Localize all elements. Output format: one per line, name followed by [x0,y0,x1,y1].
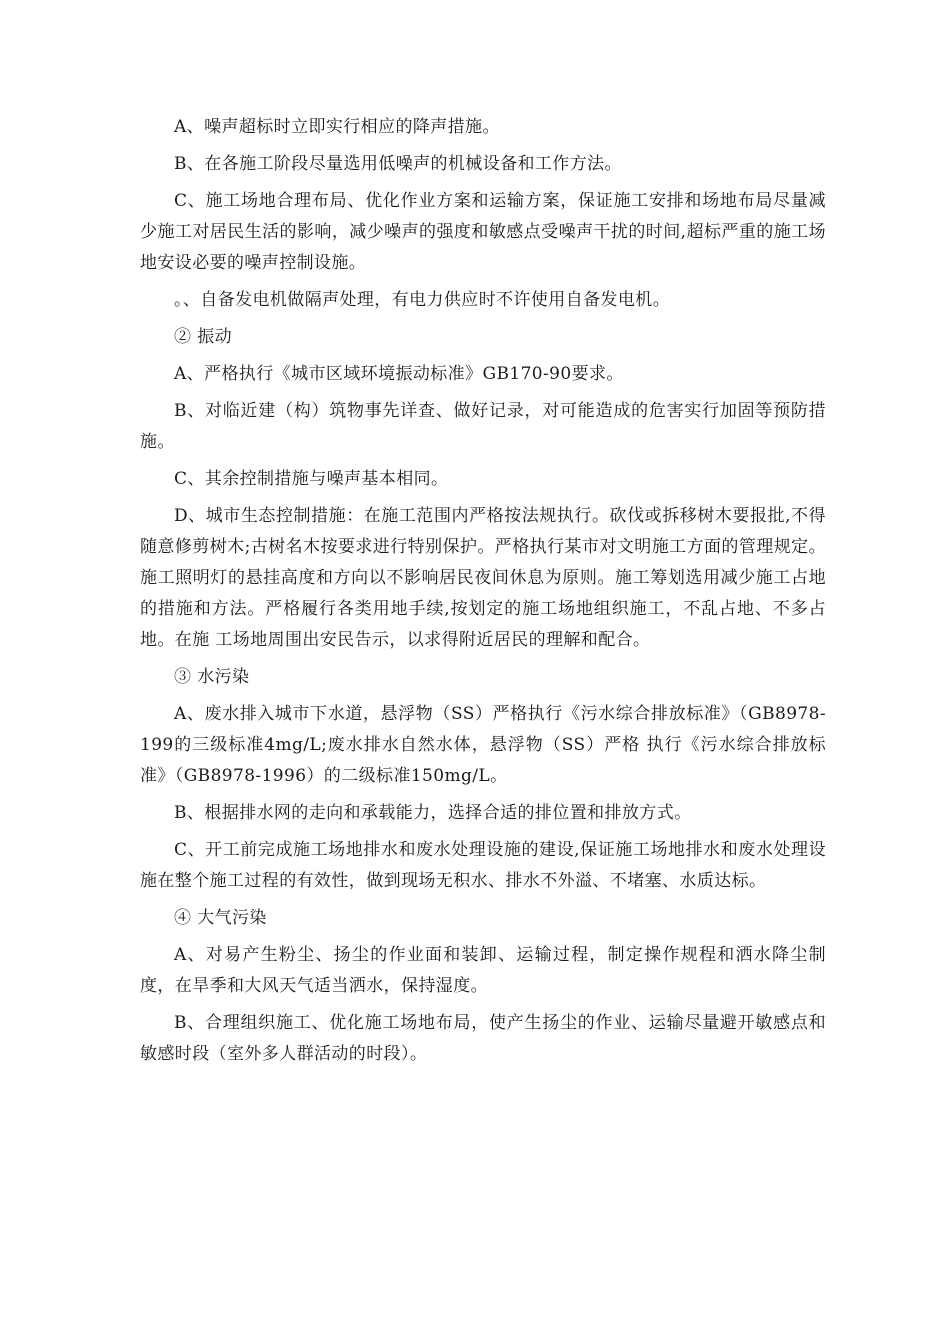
vibration-item-d: D、城市生态控制措施：在施工范围内严格按法规执行。砍伐或拆移树木要报批,不得随意修剪树木;古树名木按要求进行特别保护。严格执行某市对文明施工方面的管理规定。施工照明灯的悬挂高度和方向以不影响居民夜间休息为原则。施工筹划选用减少施工占地的措施和方法。严格履行各类用地手续,按划定的施工场地组织施工，不乱占地、不多占地。在施 工场地周围出安民告示，以求得附近居民的理解和配合。 [140,506,826,650]
vibration-heading: ② 振动 [174,327,233,347]
noise-item-c: C、施工场地合理布局、优化作业方案和运输方案，保证施工安排和场地布局尽量减少施工对居民生活的影响，减少噪声的强度和敏感点受噪声干扰的时间,超标严重的施工场地安设必要的噪声控制设施。 [140,191,826,273]
air-heading: ④ 大气污染 [174,908,267,928]
water-item-c: C、开工前完成施工场地排水和废水处理设施的建设,保证施工场地排水和废水处理设施在整个施工过程的有效性，做到现场无积水、排水不外溢、不堵塞、水质达标。 [140,840,826,891]
noise-item-b: B、在各施工阶段尽量选用低噪声的机械设备和工作方法。 [174,154,622,174]
air-item-b: B、合理组织施工、优化施工场地布局，使产生扬尘的作业、运输尽量避开敏感点和敏感时段（室外多人群活动的时段）。 [140,1013,826,1064]
noise-item-a: A、噪声超标时立即实行相应的降声措施。 [174,117,500,137]
vibration-item-c: C、其余控制措施与噪声基本相同。 [174,469,449,489]
water-item-b: B、根据排水网的走向和承载能力，选择合适的排位置和排放方式。 [174,803,692,823]
vibration-item-a: A、严格执行《城市区域环境振动标准》GB170-90要求。 [174,364,624,384]
water-heading: ③ 水污染 [174,667,250,687]
vibration-item-b: B、对临近建（构）筑物事先详查、做好记录，对可能造成的危害实行加固等预防措施。 [140,401,826,452]
air-item-a: A、对易产生粉尘、扬尘的作业面和装卸、运输过程，制定操作规程和洒水降尘制度，在旱季和大风天气适当洒水，保持湿度。 [140,945,826,996]
water-item-a: A、废水排入城市下水道，悬浮物（SS）严格执行《污水综合排放标准》（GB8978-199的三级标准4mg/L;废水排水自然水体，悬浮物（SS）严格 执行《污水综合排放标准》（GB8978-1996）的二级标准150mg/L。 [140,704,826,786]
noise-item-d: 。、自备发电机做隔声处理，有电力供应时不许使用自备发电机。 [174,290,671,310]
